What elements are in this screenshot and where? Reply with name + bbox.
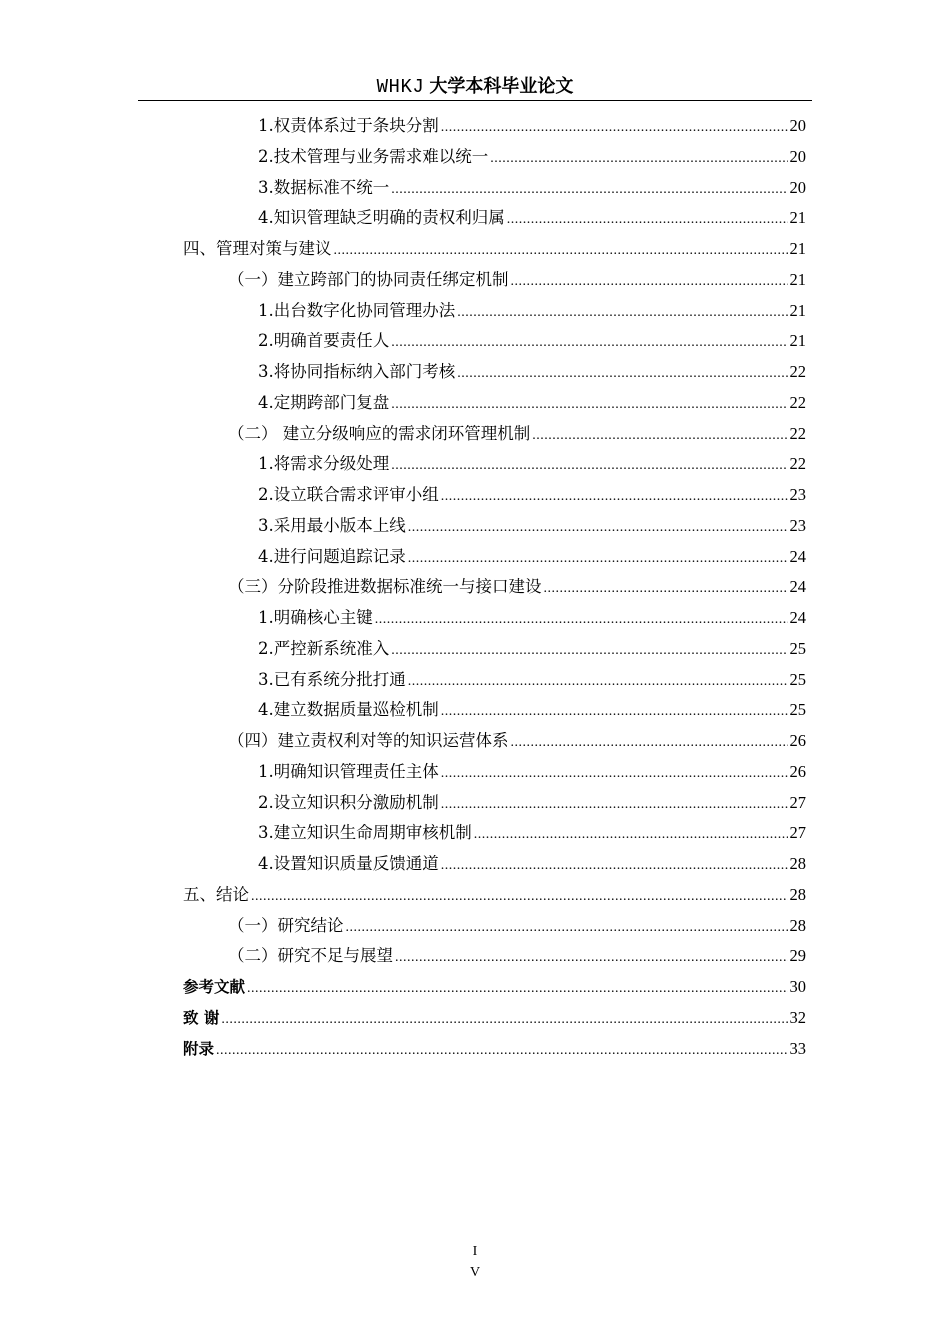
toc-entry[interactable] <box>228 422 806 446</box>
toc-leader-dots <box>441 700 788 724</box>
toc-entry-page: 25 <box>789 670 806 689</box>
toc-entry-label: 4.进行问题追踪记录 <box>258 547 406 566</box>
toc-entry-label: 4.定期跨部门复盘 <box>258 393 390 412</box>
toc-entry[interactable] <box>258 176 806 200</box>
toc-leader-dots <box>441 485 788 509</box>
toc-leader-dots <box>391 178 787 202</box>
toc-entry-label: 2.设立知识积分激励机制 <box>258 793 439 812</box>
toc-entry-label: 2.设立联合需求评审小组 <box>258 485 439 504</box>
toc-entry-page: 22 <box>789 454 806 473</box>
toc-entry[interactable] <box>183 1006 806 1030</box>
toc-entry-label: （一）研究结论 <box>228 916 344 935</box>
toc-entry-label: 四、管理对策与建议 <box>183 239 332 258</box>
toc-entry-page: 20 <box>789 147 806 166</box>
toc-entry-label: 3.数据标准不统一 <box>258 178 390 197</box>
toc-entry-page: 20 <box>789 116 806 135</box>
toc-entry-page: 33 <box>789 1039 806 1058</box>
toc-leader-dots <box>532 424 787 448</box>
toc-entry-label: 附录 <box>183 1040 215 1058</box>
toc-entry[interactable] <box>258 514 806 538</box>
toc-leader-dots <box>441 762 788 786</box>
toc-entry[interactable] <box>258 452 806 476</box>
toc-entry-label: 参考文献 <box>183 978 246 996</box>
toc-leader-dots <box>474 823 788 847</box>
toc-entry[interactable] <box>228 575 806 599</box>
toc-entry-label: （三）分阶段推进数据标准统一与接口建设 <box>228 577 542 596</box>
toc-entry-label: 3.建立知识生命周期审核机制 <box>258 823 472 842</box>
toc-entry[interactable] <box>228 914 806 938</box>
toc-entry[interactable] <box>228 268 806 292</box>
toc-entry[interactable] <box>258 545 806 569</box>
toc-entry-label: 1.明确知识管理责任主体 <box>258 762 439 781</box>
toc-entry-page: 25 <box>789 639 806 658</box>
toc-entry-label: （一）建立跨部门的协同责任绑定机制 <box>228 270 509 289</box>
toc-leader-dots <box>375 608 788 632</box>
toc-entry-page: 21 <box>789 301 806 320</box>
toc-entry[interactable] <box>258 668 806 692</box>
page-header <box>138 72 812 101</box>
toc-entry-page: 23 <box>789 485 806 504</box>
toc-entry-label: （四）建立责权利对等的知识运营体系 <box>228 731 509 750</box>
toc-leader-dots <box>441 854 788 878</box>
toc-entry[interactable] <box>258 698 806 722</box>
toc-leader-dots <box>441 793 788 817</box>
toc-entry-page: 24 <box>789 608 806 627</box>
toc-entry[interactable] <box>258 145 806 169</box>
footer-page-roman-2: V <box>469 1265 481 1280</box>
toc-entry[interactable] <box>258 821 806 845</box>
toc-leader-dots <box>346 916 788 940</box>
toc-leader-dots <box>511 270 788 294</box>
toc-leader-dots <box>457 301 787 325</box>
toc-entry-page: 26 <box>789 731 806 750</box>
toc-leader-dots <box>247 977 787 1001</box>
toc-entry-label: 3.采用最小版本上线 <box>258 516 406 535</box>
toc-leader-dots <box>391 639 787 663</box>
toc-entry-page: 22 <box>789 424 806 443</box>
toc-entry-label: 致 谢 <box>183 1009 220 1027</box>
toc-entry[interactable] <box>258 360 806 384</box>
toc-leader-dots <box>391 393 787 417</box>
toc-leader-dots <box>408 516 788 540</box>
toc-entry[interactable] <box>228 944 806 968</box>
toc-leader-dots <box>544 577 788 601</box>
toc-entry[interactable] <box>258 206 806 230</box>
toc-entry-label: 2.明确首要责任人 <box>258 331 390 350</box>
toc-leader-dots <box>507 208 788 232</box>
toc-leader-dots <box>216 1039 787 1063</box>
toc-entry[interactable] <box>258 329 806 353</box>
toc-entry-label: 1.明确核心主键 <box>258 608 373 627</box>
toc-leader-dots <box>251 885 788 909</box>
header-code: WHKJ <box>376 76 425 98</box>
toc-entry-page: 29 <box>789 946 806 965</box>
toc-entry[interactable] <box>258 299 806 323</box>
toc-entry-page: 21 <box>789 208 806 227</box>
toc-entry[interactable] <box>258 606 806 630</box>
toc-leader-dots <box>408 670 788 694</box>
toc-entry[interactable] <box>258 483 806 507</box>
toc-leader-dots <box>391 454 787 478</box>
toc-leader-dots <box>490 147 787 171</box>
toc-entry-label: 五、结论 <box>183 885 249 904</box>
toc-entry-page: 21 <box>789 239 806 258</box>
toc-entry-label: 2.严控新系统准入 <box>258 639 390 658</box>
toc-leader-dots <box>334 239 788 263</box>
toc-entry[interactable] <box>258 637 806 661</box>
toc-entry[interactable] <box>183 975 806 999</box>
toc-entry-label: 4.知识管理缺乏明确的责权利归属 <box>258 208 505 227</box>
toc-entry-page: 30 <box>789 977 806 996</box>
toc-entry[interactable] <box>183 1037 806 1061</box>
toc-entry-page: 20 <box>789 178 806 197</box>
toc-leader-dots <box>221 1008 787 1032</box>
toc-entry[interactable] <box>183 883 806 907</box>
toc-entry-page: 28 <box>789 854 806 873</box>
toc-entry[interactable] <box>228 729 806 753</box>
toc-entry-page: 21 <box>789 270 806 289</box>
toc-entry-page: 21 <box>789 331 806 350</box>
toc-entry-page: 25 <box>789 700 806 719</box>
toc-entry-label: （二） 建立分级响应的需求闭环管理机制 <box>228 424 531 443</box>
toc-entry[interactable] <box>183 237 806 261</box>
toc-entry[interactable] <box>258 852 806 876</box>
toc-entry[interactable] <box>258 114 806 138</box>
toc-entry-page: 27 <box>789 793 806 812</box>
toc-entry-label: 1.权责体系过于条块分割 <box>258 116 439 135</box>
toc-entry-page: 28 <box>789 916 806 935</box>
toc-entry-label: 1.将需求分级处理 <box>258 454 390 473</box>
toc-entry-page: 24 <box>789 547 806 566</box>
toc-leader-dots <box>391 331 787 355</box>
toc-entry-page: 26 <box>789 762 806 781</box>
toc-leader-dots <box>408 547 788 571</box>
toc-entry-label: 4.设置知识质量反馈通道 <box>258 854 439 873</box>
footer-page-roman-1: I <box>472 1244 478 1259</box>
toc-entry-label: 4.建立数据质量巡检机制 <box>258 700 439 719</box>
toc-entry-label: （二）研究不足与展望 <box>228 946 393 965</box>
toc-leader-dots <box>441 116 788 140</box>
toc-entry-label: 2.技术管理与业务需求难以统一 <box>258 147 489 166</box>
toc-entry-page: 24 <box>789 577 806 596</box>
toc-leader-dots <box>395 946 788 970</box>
toc-entry[interactable] <box>258 760 806 784</box>
toc-entry-label: 3.已有系统分批打通 <box>258 670 406 689</box>
toc-leader-dots <box>511 731 788 755</box>
toc-entry[interactable] <box>258 391 806 415</box>
header-title: 大学本科毕业论文 <box>429 76 574 97</box>
toc-leader-dots <box>457 362 787 386</box>
toc-entry-label: 1.出台数字化协同管理办法 <box>258 301 456 320</box>
toc-entry-page: 27 <box>789 823 806 842</box>
toc-entry-page: 28 <box>789 885 806 904</box>
toc-entry-page: 23 <box>789 516 806 535</box>
toc-entry-page: 22 <box>789 362 806 381</box>
toc-entry-page: 22 <box>789 393 806 412</box>
toc-entry-page: 32 <box>789 1008 806 1027</box>
toc-entry[interactable] <box>258 791 806 815</box>
toc-entry-label: 3.将协同指标纳入部门考核 <box>258 362 456 381</box>
